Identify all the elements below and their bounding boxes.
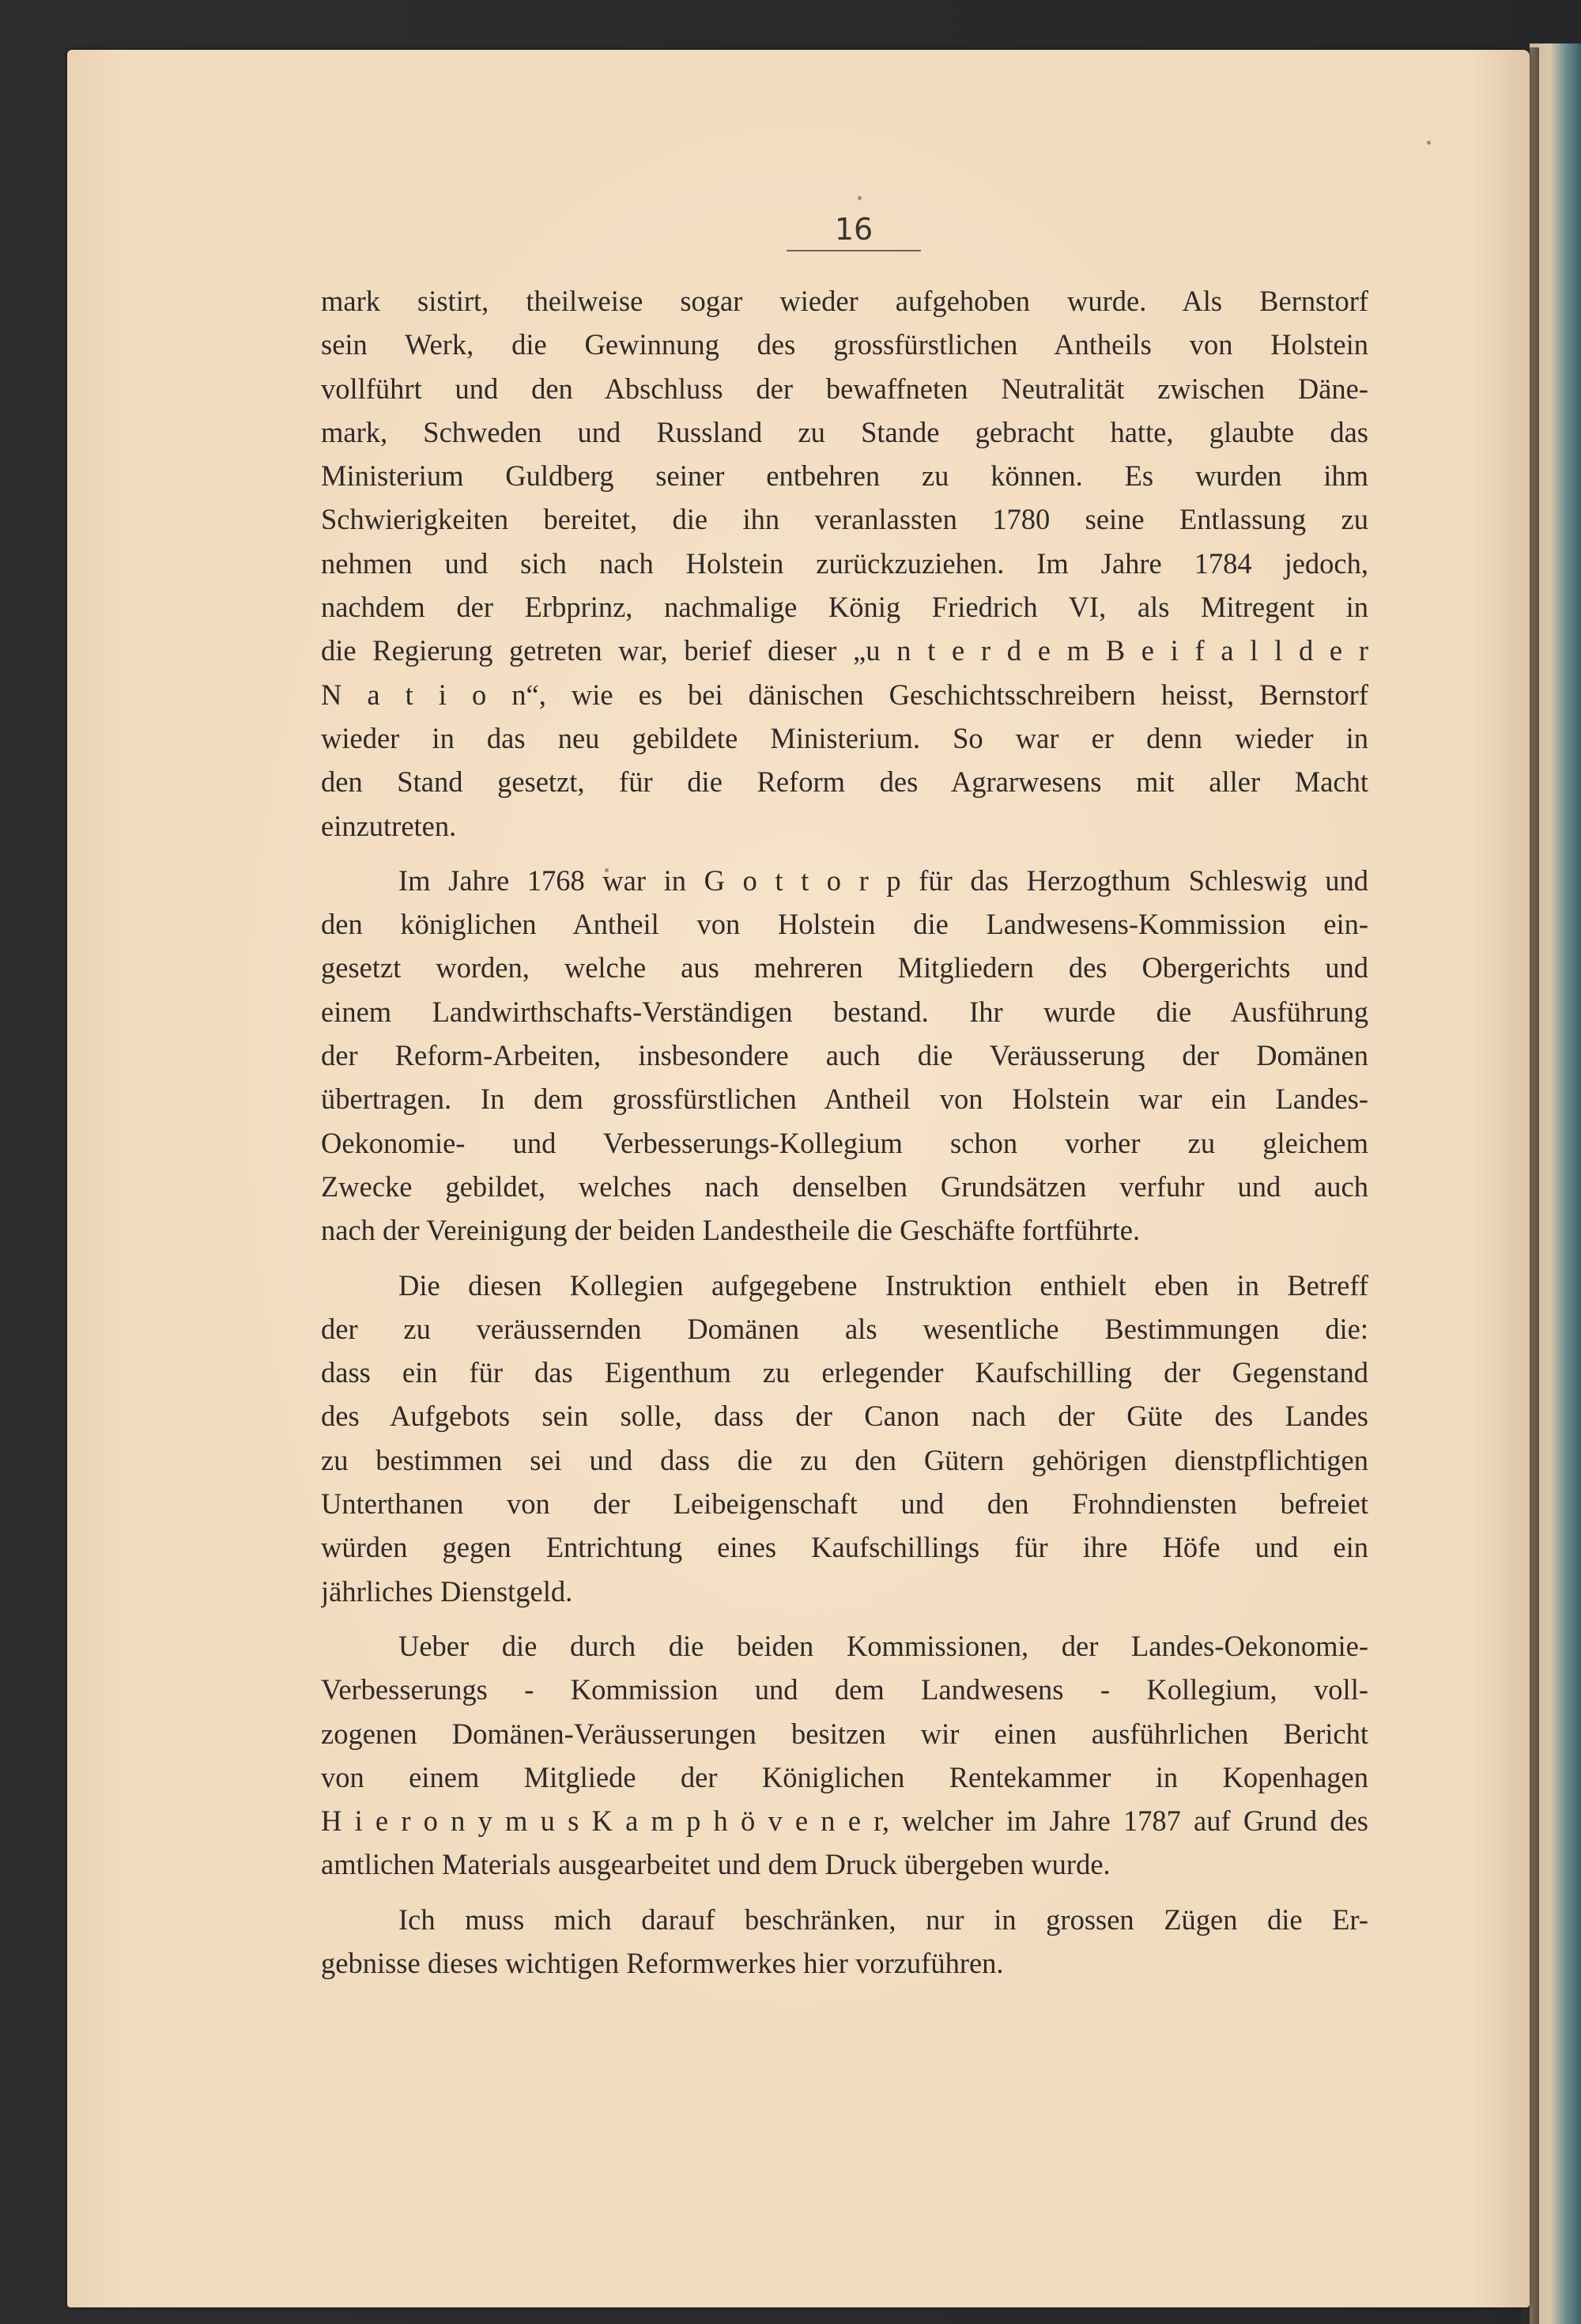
text-line: amtlichen Materials ausgearbeitet und dem Druck übergeben wurde. — [321, 1848, 1111, 1881]
paragraph — [321, 1898, 1368, 1986]
text-line: jährliches Dienstgeld. — [321, 1574, 573, 1608]
text-line: mark, Schweden und Russland zu Stande gebracht hatte, glaubte das — [321, 415, 1368, 448]
page-number: 16 — [834, 212, 874, 247]
text-line: mark sistirt, theilweise sogar wieder aufgehoben wurde. Als Bernstorf — [321, 285, 1368, 317]
text-line: würden gegen Entrichtung eines Kaufschillings für ihre Höfe und ein — [321, 1531, 1368, 1564]
text-line: dass ein für das Eigenthum zu erlegender Kaufschilling der Gegenstand — [321, 1356, 1368, 1389]
text-line: Ueber die durch die beiden Kommissionen, der Landes-Oekonomie- — [398, 1629, 1368, 1662]
text-line: übertragen. In dem grossfürstlichen Antheil von Holstein war ein Landes- — [321, 1083, 1368, 1116]
paragraph-gap — [321, 1613, 1368, 1624]
text-line: einzutreten. — [321, 809, 457, 842]
page-number-rule — [787, 250, 921, 251]
text-line: H i e r o n y m u s K a m p h ö v e n e r, welcher im Jahre 1787 auf Grund des — [321, 1804, 1368, 1838]
text-line: Schwierigkeiten bereitet, die ihn veranlassten 1780 seine Entlassung zu — [321, 503, 1368, 536]
text-line: wieder in das neu gebildete Ministerium. So war er denn wieder in — [321, 721, 1368, 754]
text-line: sein Werk, die Gewinnung des grossfürstlichen Antheils von Holstein — [321, 328, 1368, 361]
text-line: Ministerium Guldberg seiner entbehren zu können. Es wurden ihm — [321, 459, 1368, 493]
text-line: gesetzt worden, welche aus mehreren Mitgliedern des Obergerichts und — [321, 951, 1368, 984]
text-line: gebnisse dieses wichtigen Reformwerkes hier vorzuführen. — [321, 1946, 1004, 1979]
text-line: zu bestimmen sei und dass die zu den Gütern gehörigen dienstpflichtigen — [321, 1443, 1368, 1476]
text-line: nach der Vereinigung der beiden Landestheile die Geschäfte fortführte. — [321, 1214, 1141, 1247]
paragraph — [321, 859, 1368, 1253]
text-line: des Aufgebots sein solle, dass der Canon nach der Güte des Landes — [321, 1400, 1368, 1433]
text-line: nehmen und sich nach Holstein zurückzuziehen. Im Jahre 1784 jedoch, — [321, 546, 1368, 580]
text-line: von einem Mitgliede der Königlichen Rentekammer in Kopenhagen — [321, 1760, 1368, 1793]
text-line: N a t i o n“, wie es bei dänischen Geschichtsschreibern heisst, Bernstorf — [321, 678, 1368, 711]
paper-speck — [1427, 141, 1431, 145]
paragraph — [321, 1264, 1368, 1613]
text-line: Oekonomie- und Verbesserungs-Kollegium schon vorher zu gleichem — [321, 1126, 1368, 1159]
paragraph-gap — [321, 1253, 1368, 1264]
text-line: nachdem der Erbprinz, nachmalige König Friedrich VI, als Mitregent in — [321, 591, 1368, 624]
text-line: Unterthanen von der Leibeigenschaft und den Frohndiensten befreiet — [321, 1487, 1368, 1521]
text-line: Zwecke gebildet, welches nach denselben Grundsätzen verfuhr und auch — [321, 1170, 1368, 1203]
text-line: zogenen Domänen-Veräusserungen besitzen wir einen ausführlichen Bericht — [321, 1717, 1368, 1750]
body-text — [321, 279, 1368, 1985]
paragraph-gap — [321, 848, 1368, 859]
text-line: den Stand gesetzt, für die Reform des Agrarwesens mit aller Macht — [321, 765, 1368, 799]
text-line: Ich muss mich darauf beschränken, nur in grossen Zügen die Er- — [398, 1903, 1368, 1936]
text-line: Die diesen Kollegien aufgegebene Instruktion enthielt eben in Betreff — [398, 1268, 1368, 1302]
text-line: Verbesserungs - Kommission und dem Landwesens - Kollegium, voll- — [321, 1673, 1368, 1706]
paragraph-gap — [321, 1887, 1368, 1898]
paper-speck — [858, 196, 862, 200]
paragraph — [321, 1624, 1368, 1887]
text-line: der Reform-Arbeiten, insbesondere auch die Veräusserung der Domänen — [321, 1039, 1368, 1072]
text-line: der zu veräussernden Domänen als wesentliche Bestimmungen die: — [321, 1312, 1368, 1345]
text-line: den königlichen Antheil von Holstein die Landwesens-Kommission ein- — [321, 908, 1368, 941]
paragraph — [321, 279, 1368, 848]
text-line: Im Jahre 1768 war in G o t t o r p für das Herzogthum Schleswig und — [398, 863, 1368, 897]
text-line: vollführt und den Abschluss der bewaffneten Neutralität zwischen Däne- — [321, 372, 1368, 405]
text-line: einem Landwirthschafts-Verständigen bestand. Ihr wurde die Ausführung — [321, 995, 1368, 1028]
text-line: die Regierung getreten war, berief dieser „u n t e r d e m B e i f a l l d e r — [321, 634, 1368, 667]
